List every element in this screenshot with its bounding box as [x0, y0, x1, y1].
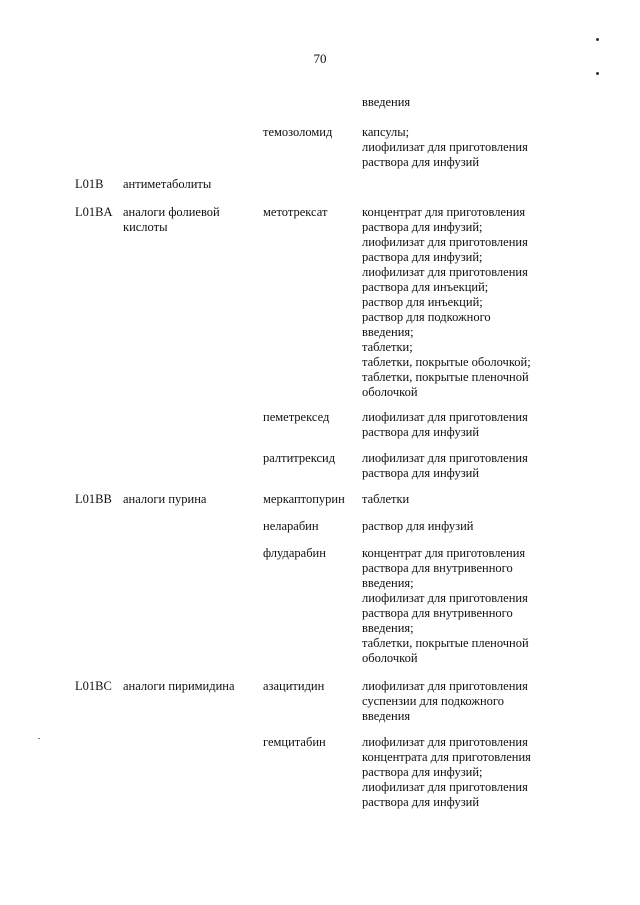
- dosage-form-line: лиофилизат для приготовления: [362, 140, 528, 154]
- dosage-forms: [362, 735, 552, 810]
- dosage-form-line: раствора для инфузий;: [362, 220, 483, 234]
- dosage-form-line: введения;: [362, 621, 414, 635]
- drug-name: гемцитабин: [263, 735, 326, 749]
- dosage-form-line: таблетки, покрытые оболочкой;: [362, 355, 531, 369]
- drug-name: метотрексат: [263, 205, 328, 219]
- drug-name: темозоломид: [263, 125, 333, 139]
- drug-name: пеметрексед: [263, 410, 330, 424]
- dosage-form-line: введения: [362, 709, 411, 723]
- dosage-form-line: раствор для инфузий: [362, 519, 474, 533]
- dosage-form-line: раствора для внутривенного: [362, 561, 513, 575]
- dosage-forms: [362, 546, 552, 666]
- dosage-form-line: таблетки, покрытые пленочной: [362, 636, 529, 650]
- dosage-form-line: лиофилизат для приготовления: [362, 410, 528, 424]
- atc-code: L01BC: [75, 679, 112, 693]
- dosage-form-line: раствора для инфузий: [362, 155, 480, 169]
- dosage-form-line: лиофилизат для приготовления: [362, 265, 528, 279]
- atc-code: L01BA: [75, 205, 113, 219]
- dosage-form-line: капсулы;: [362, 125, 410, 139]
- dosage-forms: [362, 125, 552, 170]
- drug-name: ралтитрексид: [263, 451, 336, 465]
- drug-name: неларабин: [263, 519, 319, 533]
- dosage-form-line: концентрат для приготовления: [362, 546, 526, 560]
- dosage-form-line: лиофилизат для приготовления: [362, 780, 528, 794]
- atc-code: L01B: [75, 177, 104, 191]
- dosage-forms: [362, 679, 552, 724]
- dosage-form-line: оболочкой: [362, 385, 418, 399]
- scan-speck: [596, 72, 599, 75]
- dosage-form-line: раствор для инъекций;: [362, 295, 483, 309]
- scan-speck: [596, 38, 599, 41]
- dosage-form-line: раствора для инфузий: [362, 795, 480, 809]
- dosage-form-line: концентрата для приготовления: [362, 750, 531, 764]
- dosage-form-line: лиофилизат для приготовления: [362, 591, 528, 605]
- dosage-forms: [362, 451, 552, 481]
- atc-group-name: аналоги пиримидина: [123, 679, 235, 693]
- dosage-form-line: лиофилизат для приготовления: [362, 735, 528, 749]
- dosage-form-line: таблетки, покрытые пленочной: [362, 370, 529, 384]
- dosage-form-line: раствор для подкожного: [362, 310, 491, 324]
- dosage-form-line: введения: [362, 95, 411, 109]
- atc-group-name: аналоги фолиевой кислоты: [123, 205, 220, 234]
- dosage-form-line: таблетки;: [362, 340, 413, 354]
- dosage-form-line: раствора для инфузий;: [362, 250, 483, 264]
- dosage-form-line: введения;: [362, 325, 414, 339]
- dosage-form-line: лиофилизат для приготовления: [362, 451, 528, 465]
- margin-mark: [38, 738, 40, 739]
- dosage-form-line: таблетки: [362, 492, 410, 506]
- drug-name: азацитидин: [263, 679, 325, 693]
- dosage-form-line: раствора для внутривенного: [362, 606, 513, 620]
- dosage-forms: [362, 205, 552, 400]
- dosage-form-line: суспензии для подкожного: [362, 694, 504, 708]
- dosage-forms: [362, 519, 552, 534]
- dosage-forms: [362, 492, 552, 507]
- dosage-form-line: раствора для инфузий: [362, 425, 480, 439]
- dosage-form-line: лиофилизат для приготовления: [362, 679, 528, 693]
- dosage-form-line: лиофилизат для приготовления: [362, 235, 528, 249]
- dosage-forms: [362, 95, 552, 110]
- page-number: 70: [313, 51, 327, 66]
- dosage-forms: [362, 410, 552, 440]
- atc-group-name: антиметаболиты: [123, 177, 212, 191]
- atc-code: L01BB: [75, 492, 112, 506]
- dosage-form-line: раствора для инфузий;: [362, 765, 483, 779]
- dosage-form-line: раствора для инфузий: [362, 466, 480, 480]
- dosage-form-line: концентрат для приготовления: [362, 205, 526, 219]
- drug-name: флударабин: [263, 546, 326, 560]
- dosage-form-line: раствора для инъекций;: [362, 280, 489, 294]
- dosage-form-line: оболочкой: [362, 651, 418, 665]
- drug-name: меркаптопурин: [263, 492, 345, 506]
- dosage-form-line: введения;: [362, 576, 414, 590]
- atc-group-name: аналоги пурина: [123, 492, 207, 506]
